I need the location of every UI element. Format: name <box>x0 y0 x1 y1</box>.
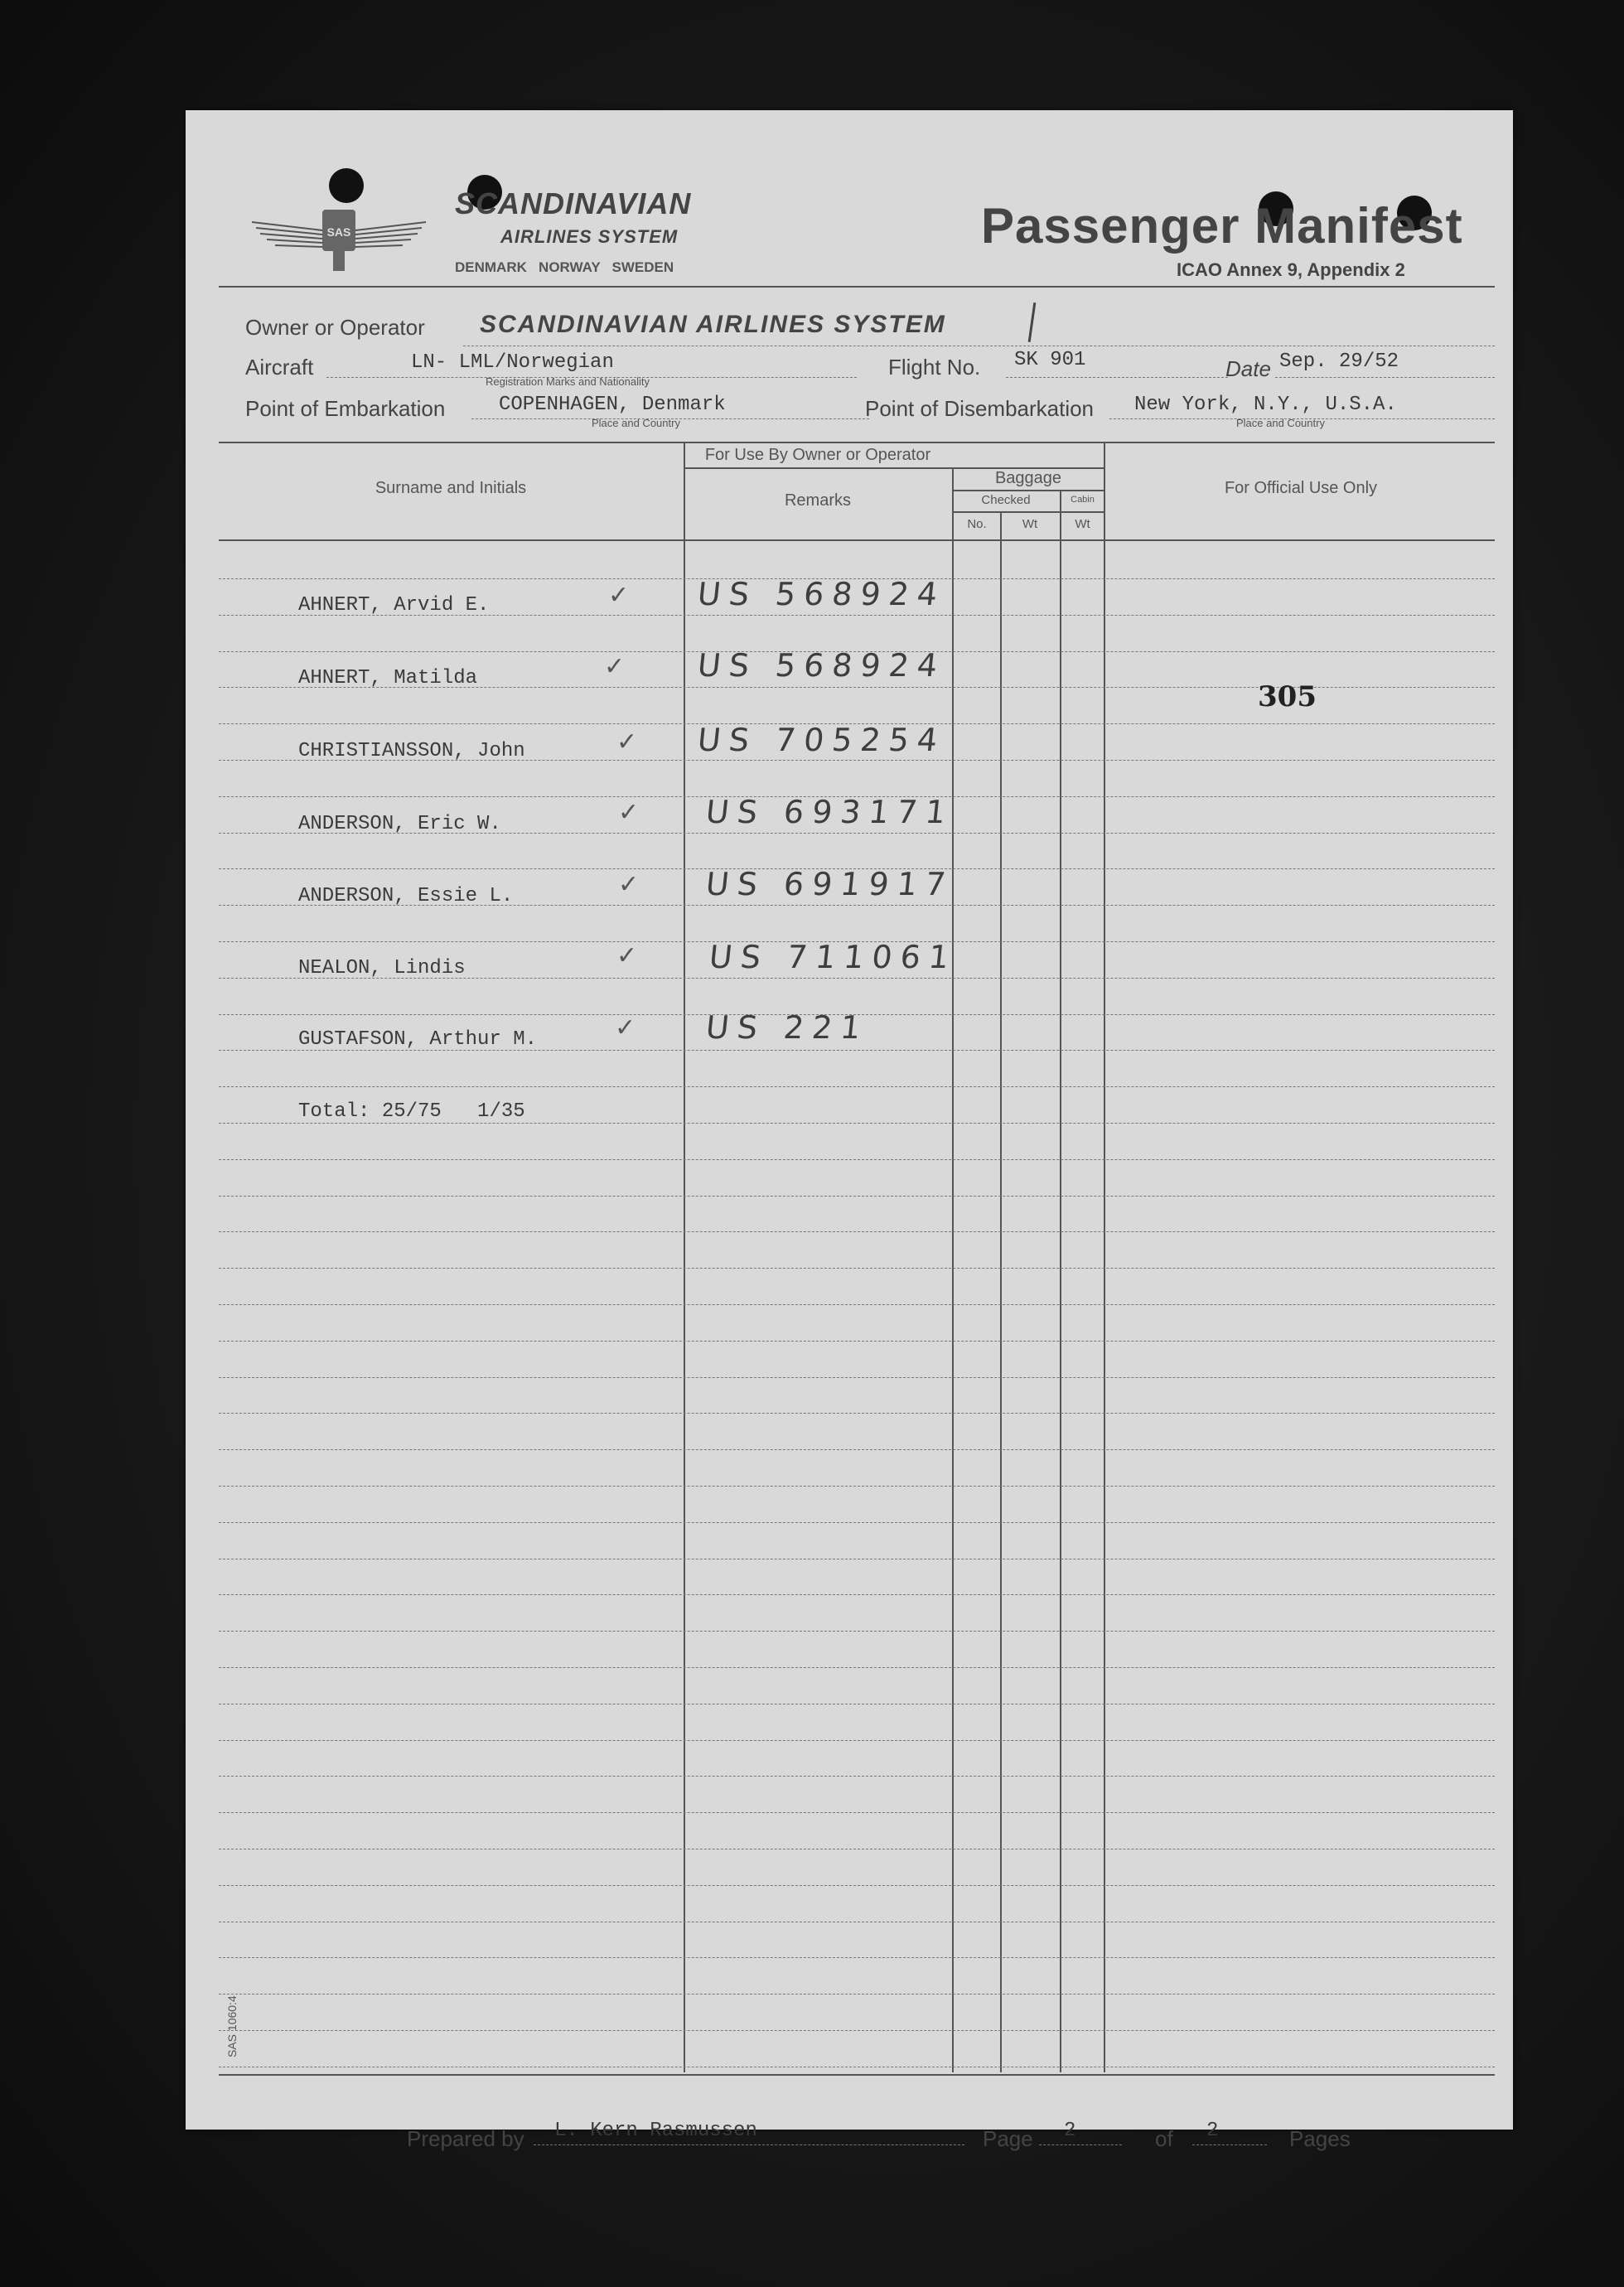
header-rule <box>219 286 1495 288</box>
col-no-header: No. <box>967 517 987 531</box>
aircraft-caption: Registration Marks and Nationality <box>486 375 650 388</box>
checkmark-icon: ✓ <box>616 941 638 970</box>
svg-text:SAS: SAS <box>326 225 351 239</box>
field-line <box>534 2144 964 2145</box>
passenger-remark: US 691917 <box>703 866 956 902</box>
page-label: Page <box>983 2126 1033 2151</box>
prepared-by-label: Prepared by <box>407 2126 524 2151</box>
ruled-line <box>219 1086 1495 1087</box>
airline-system: AIRLINES SYSTEM <box>500 226 679 247</box>
ruled-line <box>219 1667 1495 1668</box>
col-official-header: For Official Use Only <box>1224 479 1378 497</box>
aircraft-label: Aircraft <box>245 355 314 380</box>
pen-stroke <box>1028 302 1037 342</box>
total-pages: 2 <box>1206 2120 1219 2142</box>
col-baggage-header: Baggage <box>994 469 1062 487</box>
official-stamp-number: 305 <box>1258 680 1317 713</box>
col-divider <box>1000 511 1002 2072</box>
col-divider <box>684 442 685 2072</box>
passenger-remark: US 705254 <box>695 722 948 758</box>
checkmark-icon: ✓ <box>615 1013 636 1042</box>
field-line <box>1006 377 1228 378</box>
page-subtitle: ICAO Annex 9, Appendix 2 <box>1177 259 1405 280</box>
ruled-line <box>219 1159 1495 1160</box>
passenger-remark: US 693171 <box>703 794 956 830</box>
col-wt-header: Wt <box>1022 517 1038 531</box>
airline-name: SCANDINAVIAN <box>455 186 692 220</box>
passenger-remark: US 568924 <box>695 576 948 612</box>
owner-value: SCANDINAVIAN AIRLINES SYSTEM <box>480 311 946 338</box>
ruled-line <box>219 1413 1495 1414</box>
disembarkation-label: Point of Disembarkation <box>865 396 1095 421</box>
passenger-remark: US 568924 <box>695 647 948 684</box>
flight-label: Flight No. <box>888 355 981 380</box>
form-code: SAS 1060:4 <box>225 1995 239 2057</box>
ruled-line <box>219 1377 1495 1378</box>
ruled-line <box>219 1268 1495 1269</box>
manifest-page <box>186 110 1513 2151</box>
ruled-line <box>219 1812 1495 1813</box>
col-cabin-wt-header: Wt <box>1075 517 1090 531</box>
date-value: Sep. 29/52 <box>1279 351 1399 373</box>
passenger-remark: US 221 <box>703 1009 871 1046</box>
ruled-line <box>219 1449 1495 1450</box>
date-label: Date <box>1225 356 1271 381</box>
ruled-line <box>219 1196 1495 1197</box>
flight-value: SK 901 <box>1014 349 1086 371</box>
checkmark-icon: ✓ <box>618 798 640 827</box>
passenger-name: ANDERSON, Eric W. <box>298 813 501 835</box>
airline-countries: DENMARK NORWAY SWEDEN <box>455 259 674 275</box>
passenger-name: CHRISTIANSSON, John <box>298 740 525 762</box>
page-title: Passenger Manifest <box>981 198 1463 254</box>
ruled-line <box>219 1522 1495 1523</box>
col-divider <box>952 467 954 2072</box>
checkmark-icon: ✓ <box>618 870 640 899</box>
col-remarks-header: Remarks <box>784 491 851 510</box>
passenger-name: GUSTAFSON, Arthur M. <box>298 1028 538 1051</box>
passenger-name: ANDERSON, Essie L. <box>298 885 514 907</box>
of-label: of <box>1155 2126 1173 2151</box>
header-rule <box>954 511 1104 513</box>
col-owner-use-header: For Use By Owner or Operator <box>704 446 931 464</box>
ruled-line <box>219 1341 1495 1342</box>
sas-logo-icon <box>244 185 434 280</box>
field-line <box>1275 377 1495 378</box>
ruled-line <box>219 1123 1495 1124</box>
ruled-line <box>219 1957 1495 1958</box>
checkmark-icon: ✓ <box>608 581 630 610</box>
col-divider <box>1104 442 1105 2072</box>
disembarkation-caption: Place and Country <box>1236 417 1325 429</box>
header-rule <box>954 490 1104 491</box>
ruled-line <box>219 1594 1495 1595</box>
owner-label: Owner or Operator <box>245 315 425 340</box>
col-surname-header: Surname and Initials <box>375 479 527 497</box>
aircraft-value: LN- LML/Norwegian <box>411 351 614 374</box>
embarkation-caption: Place and Country <box>592 417 680 429</box>
passenger-name: AHNERT, Arvid E. <box>298 594 490 616</box>
prepared-by-value: L. Kern Rasmussen <box>554 2120 757 2142</box>
col-checked-header: Checked <box>981 493 1031 507</box>
passenger-name: NEALON, Lindis <box>298 957 466 979</box>
ruled-line <box>219 1486 1495 1487</box>
col-cabin-header: Cabin <box>1071 495 1095 505</box>
ruled-line <box>219 1776 1495 1777</box>
page-number: 2 <box>1064 2120 1076 2142</box>
field-line <box>1192 2144 1267 2145</box>
embarkation-label: Point of Embarkation <box>245 396 446 421</box>
passenger-name: AHNERT, Matilda <box>298 667 478 689</box>
table-top-rule <box>219 442 1495 443</box>
checkmark-icon: ✓ <box>604 652 626 681</box>
pages-label: Pages <box>1289 2126 1351 2151</box>
disembarkation-value: New York, N.Y., U.S.A. <box>1134 394 1397 416</box>
ruled-line <box>219 1740 1495 1741</box>
col-divider <box>1060 490 1061 2072</box>
ruled-line <box>219 2030 1495 2031</box>
table-bottom-rule <box>219 2074 1495 2076</box>
ruled-line <box>219 1885 1495 1886</box>
ruled-line <box>219 1631 1495 1632</box>
field-line <box>1039 2144 1122 2145</box>
passenger-remark: US 711061 <box>707 939 959 975</box>
ruled-line <box>219 1231 1495 1232</box>
totals-line: Total: 25/75 1/35 <box>298 1100 525 1123</box>
ruled-line <box>219 1304 1495 1305</box>
embarkation-value: COPENHAGEN, Denmark <box>499 394 726 416</box>
header-bottom-rule <box>219 539 1495 541</box>
checkmark-icon: ✓ <box>616 728 638 757</box>
